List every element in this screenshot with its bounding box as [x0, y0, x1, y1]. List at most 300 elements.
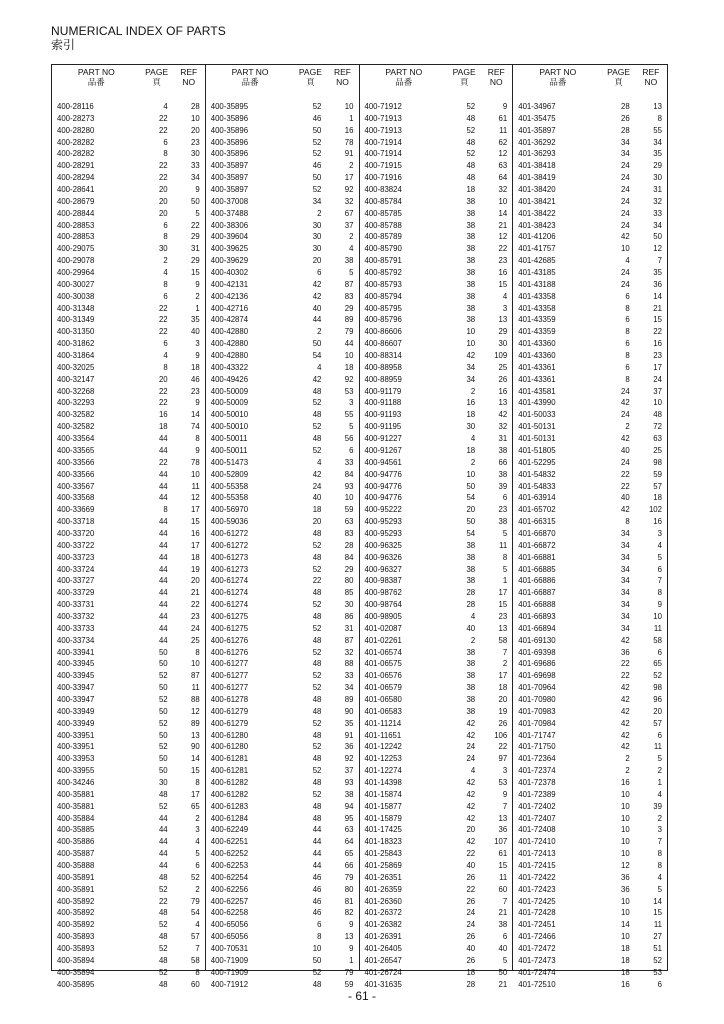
- ref-number-cell: 58: [498, 635, 508, 645]
- header-page-jp: 頁: [614, 77, 623, 87]
- part-number-cell: 400-33947: [57, 683, 95, 693]
- part-number-cell: 401-72472: [518, 944, 556, 954]
- ref-number-cell: 6: [349, 445, 354, 455]
- ref-number-cell: 81: [344, 896, 354, 906]
- ref-number-cell: 20: [191, 576, 200, 586]
- page-cell: 24: [621, 268, 630, 278]
- table-row: [513, 172, 667, 184]
- page-cell: 6: [163, 137, 168, 147]
- page-cell: 52: [312, 422, 322, 432]
- ref-number-cell: 6: [657, 647, 662, 657]
- page-cell: 38: [466, 256, 476, 266]
- table-row: [513, 801, 667, 813]
- ref-number-cell: 58: [653, 635, 662, 645]
- ref-number-cell: 53: [344, 386, 354, 396]
- ref-number-cell: 31: [498, 434, 508, 444]
- ref-number-cell: 15: [191, 766, 200, 776]
- part-number-cell: 400-42880: [210, 351, 249, 361]
- part-number-cell: 400-71915: [364, 161, 402, 171]
- page-cell: 42: [621, 718, 630, 728]
- ref-number-cell: 42: [498, 410, 508, 420]
- part-number-cell: 400-28291: [57, 161, 95, 171]
- page-cell: 4: [470, 766, 476, 776]
- page-cell: 22: [158, 315, 168, 325]
- ref-number-cell: 38: [498, 517, 508, 527]
- page-cell: 44: [158, 861, 168, 870]
- part-number-cell: 400-85794: [364, 291, 402, 301]
- ref-number-cell: 3: [195, 825, 200, 835]
- page-cell: 34: [621, 600, 630, 610]
- table-row: [52, 350, 205, 362]
- table-row: [52, 362, 205, 374]
- table-row: [52, 801, 205, 813]
- ref-number-cell: 9: [502, 102, 508, 111]
- ref-number-cell: 84: [344, 552, 354, 562]
- table-row: [206, 860, 359, 872]
- part-number-cell: 400-96327: [364, 564, 402, 574]
- part-number-cell: 400-35881: [57, 789, 95, 799]
- part-number-cell: 400-98762: [364, 588, 402, 598]
- page-cell: 22: [158, 386, 168, 396]
- page-cell: 10: [466, 327, 476, 337]
- page-cell: 8: [163, 505, 168, 515]
- table-row: [513, 255, 667, 267]
- page-cell: 18: [466, 445, 476, 455]
- ref-number-cell: 30: [653, 173, 662, 183]
- part-number-cell: 400-33731: [57, 600, 95, 610]
- ref-number-cell: 92: [344, 185, 354, 195]
- part-number-cell: 400-61273: [210, 564, 249, 574]
- page-cell: 8: [625, 517, 630, 527]
- table-row: [360, 113, 513, 125]
- table-row: [206, 635, 359, 647]
- ref-number-cell: 11: [191, 481, 200, 491]
- part-number-cell: 400-95222: [364, 505, 402, 515]
- table-row: [513, 694, 667, 706]
- ref-number-cell: 5: [195, 208, 200, 218]
- part-number-cell: 401-72378: [518, 777, 556, 787]
- index-rows: [360, 101, 513, 990]
- page-cell: 48: [312, 979, 322, 989]
- part-number-cell: 401-43188: [518, 279, 556, 289]
- page-cell: 6: [317, 268, 322, 278]
- page-cell: 44: [158, 540, 168, 550]
- page-cell: 40: [621, 493, 630, 503]
- page-cell: 44: [158, 445, 168, 455]
- table-row: [206, 362, 359, 374]
- ref-number-cell: 52: [653, 955, 662, 965]
- page-cell: 18: [621, 955, 630, 965]
- ref-number-cell: 55: [344, 410, 354, 420]
- ref-number-cell: 22: [498, 244, 508, 254]
- page-cell: 42: [621, 434, 630, 444]
- page-cell: 34: [621, 137, 630, 147]
- ref-number-cell: 24: [191, 623, 200, 633]
- ref-number-cell: 79: [344, 872, 354, 882]
- ref-number-cell: 89: [344, 315, 354, 325]
- ref-number-cell: 3: [502, 303, 508, 313]
- table-row: [513, 872, 667, 884]
- table-row: [360, 314, 513, 326]
- ref-number-cell: 25: [498, 362, 508, 372]
- part-number-cell: 400-71912: [210, 979, 249, 989]
- table-row: [52, 386, 205, 398]
- page-cell: 6: [625, 315, 630, 325]
- table-row: [513, 504, 667, 516]
- ref-number-cell: 33: [653, 208, 662, 218]
- part-number-cell: 401-72428: [518, 908, 556, 918]
- ref-number-cell: 16: [498, 268, 508, 278]
- ref-number-cell: 60: [498, 884, 508, 894]
- part-number-cell: 400-61274: [210, 600, 249, 610]
- ref-number-cell: 13: [498, 813, 508, 823]
- part-number-cell: 401-25869: [364, 861, 402, 870]
- table-row: [513, 362, 667, 374]
- page-cell: 2: [625, 422, 630, 432]
- page-cell: 8: [625, 351, 630, 361]
- table-row: [513, 730, 667, 742]
- table-row: [513, 125, 667, 137]
- page-number: - 61 -: [347, 989, 376, 1003]
- table-row: [52, 623, 205, 635]
- part-number-cell: 400-61283: [210, 801, 249, 811]
- page-cell: 30: [466, 422, 476, 432]
- part-number-cell: 401-11651: [364, 730, 402, 740]
- ref-number-cell: 85: [344, 588, 354, 598]
- ref-number-cell: 35: [191, 315, 200, 325]
- page-cell: 2: [317, 327, 322, 337]
- part-number-cell: 400-33951: [57, 742, 95, 752]
- part-number-cell: 401-43358: [518, 291, 556, 301]
- table-row: [513, 848, 667, 860]
- ref-number-cell: 5: [502, 564, 508, 574]
- page-cell: 48: [466, 113, 476, 123]
- page-cell: 26: [466, 896, 476, 906]
- table-row: [206, 196, 359, 208]
- table-row: [513, 326, 667, 338]
- part-number-cell: 400-35896: [210, 149, 249, 159]
- ref-number-cell: 2: [195, 884, 200, 894]
- page-cell: 30: [158, 777, 168, 787]
- ref-number-cell: 11: [653, 742, 662, 752]
- part-number-cell: 400-33732: [57, 611, 95, 621]
- ref-number-cell: 7: [657, 837, 662, 847]
- table-row: [206, 374, 359, 386]
- page-cell: 52: [312, 647, 322, 657]
- page-cell: 46: [312, 872, 322, 882]
- page-cell: 46: [312, 161, 322, 171]
- table-row: [52, 492, 205, 504]
- page-cell: 20: [158, 185, 168, 195]
- page-cell: 38: [466, 303, 476, 313]
- ref-number-cell: 93: [344, 777, 354, 787]
- part-number-cell: 400-33734: [57, 635, 95, 645]
- ref-number-cell: 78: [191, 457, 200, 467]
- table-row: [206, 836, 359, 848]
- ref-number-cell: 15: [191, 268, 200, 278]
- part-number-cell: 401-69130: [518, 635, 556, 645]
- table-row: [513, 397, 667, 409]
- part-number-cell: 400-35896: [210, 137, 249, 147]
- ref-number-cell: 27: [653, 932, 662, 942]
- part-number-cell: 400-28679: [57, 196, 95, 206]
- table-row: [206, 101, 359, 113]
- ref-number-cell: 14: [191, 754, 200, 764]
- table-row: [206, 137, 359, 149]
- table-row: [513, 184, 667, 196]
- page-cell: 28: [466, 600, 476, 610]
- part-number-cell: 401-43581: [518, 386, 556, 396]
- table-row: [513, 160, 667, 172]
- part-number-cell: 400-31862: [57, 339, 95, 349]
- page-cell: 38: [466, 552, 476, 562]
- page-cell: 2: [470, 386, 476, 396]
- ref-number-cell: 26: [498, 374, 508, 384]
- part-number-cell: 400-29075: [57, 244, 95, 254]
- part-number-cell: 400-35893: [57, 944, 95, 954]
- part-number-cell: 400-42716: [210, 303, 249, 313]
- part-number-cell: 400-35894: [57, 967, 95, 977]
- page-cell: 38: [466, 564, 476, 574]
- table-row: [206, 481, 359, 493]
- page-cell: 48: [312, 611, 322, 621]
- part-number-cell: 400-62252: [210, 849, 249, 859]
- part-number-cell: 400-94776: [364, 469, 402, 479]
- table-row: [360, 516, 513, 528]
- header-ref: REF: [333, 67, 351, 77]
- part-number-cell: 400-61282: [210, 777, 249, 787]
- ref-number-cell: 13: [344, 932, 354, 942]
- table-row: [206, 848, 359, 860]
- ref-number-cell: 32: [498, 185, 508, 195]
- table-row: [206, 148, 359, 160]
- part-number-cell: 401-70984: [518, 718, 556, 728]
- table-row: [52, 540, 205, 552]
- ref-number-cell: 7: [502, 801, 508, 811]
- table-row: [360, 457, 513, 469]
- table-row: [52, 303, 205, 315]
- ref-number-cell: 4: [195, 920, 200, 930]
- table-row: [513, 813, 667, 825]
- part-number-cell: 400-28853: [57, 232, 95, 242]
- table-row: [360, 967, 513, 979]
- part-number-cell: 400-35885: [57, 825, 95, 835]
- table-row: [206, 469, 359, 481]
- part-number-cell: 400-61277: [210, 671, 249, 681]
- page-cell: 8: [163, 362, 168, 372]
- ref-number-cell: 22: [191, 220, 200, 230]
- page-cell: 22: [158, 303, 168, 313]
- part-number-cell: 400-42880: [210, 327, 249, 337]
- ref-number-cell: 48: [653, 410, 662, 420]
- page-cell: 4: [163, 351, 168, 361]
- page-cell: 44: [158, 849, 168, 859]
- part-number-cell: 401-15879: [364, 813, 402, 823]
- part-number-cell: 400-28641: [57, 185, 95, 195]
- part-number-cell: 400-28294: [57, 173, 95, 183]
- table-row: [52, 718, 205, 730]
- part-number-cell: 400-61280: [210, 742, 249, 752]
- part-number-cell: 400-31349: [57, 315, 95, 325]
- ref-number-cell: 106: [494, 730, 508, 740]
- table-row: [513, 469, 667, 481]
- column-header: [360, 65, 513, 92]
- page-cell: 50: [466, 481, 476, 491]
- ref-number-cell: 55: [653, 125, 662, 135]
- page-cell: 28: [621, 125, 630, 135]
- ref-number-cell: 54: [191, 908, 200, 918]
- page-cell: 40: [466, 944, 476, 954]
- part-number-cell: 400-39604: [210, 232, 249, 242]
- page-cell: 6: [625, 362, 630, 372]
- part-number-cell: 400-35897: [210, 173, 249, 183]
- ref-number-cell: 10: [498, 196, 508, 206]
- part-number-cell: 400-32025: [57, 362, 95, 372]
- part-number-cell: 400-33724: [57, 564, 95, 574]
- page-cell: 44: [158, 481, 168, 491]
- table-row: [360, 350, 513, 362]
- part-number-cell: 401-12253: [364, 754, 402, 764]
- part-number-cell: 400-94776: [364, 481, 402, 491]
- part-number-cell: 400-91188: [364, 398, 402, 408]
- page-cell: 16: [158, 410, 168, 420]
- page-cell: 20: [158, 196, 168, 206]
- ref-number-cell: 26: [498, 718, 508, 728]
- table-row: [206, 314, 359, 326]
- part-number-cell: 400-61282: [210, 789, 249, 799]
- table-row: [360, 208, 513, 220]
- ref-number-cell: 5: [195, 849, 200, 859]
- ref-number-cell: 32: [498, 422, 508, 432]
- page-cell: 2: [625, 754, 630, 764]
- table-row: [52, 848, 205, 860]
- page-cell: 34: [621, 149, 630, 159]
- page-cell: 38: [466, 694, 476, 704]
- ref-number-cell: 9: [195, 185, 200, 195]
- part-number-cell: 400-61278: [210, 694, 249, 704]
- page-cell: 42: [466, 789, 476, 799]
- ref-number-cell: 17: [344, 173, 354, 183]
- part-number-cell: 400-70531: [210, 944, 249, 954]
- header-ref-jp: NO: [644, 77, 658, 87]
- ref-number-cell: 84: [344, 469, 354, 479]
- ref-number-cell: 79: [191, 896, 200, 906]
- page-cell: 52: [158, 694, 168, 704]
- part-number-cell: 401-72402: [518, 801, 556, 811]
- table-row: [360, 397, 513, 409]
- part-number-cell: 401-12274: [364, 766, 402, 776]
- table-row: [513, 682, 667, 694]
- page-cell: 48: [312, 813, 322, 823]
- part-number-cell: 400-86606: [364, 327, 402, 337]
- ref-number-cell: 23: [498, 611, 508, 621]
- table-row: [52, 824, 205, 836]
- ref-number-cell: 38: [344, 256, 354, 266]
- ref-number-cell: 4: [349, 244, 354, 254]
- table-row: [206, 160, 359, 172]
- ref-number-cell: 11: [191, 683, 200, 693]
- table-row: [206, 789, 359, 801]
- table-row: [206, 445, 359, 457]
- ref-number-cell: 91: [344, 730, 354, 740]
- page-cell: 40: [312, 493, 322, 503]
- part-number-cell: 401-72410: [518, 837, 556, 847]
- page-cell: 8: [625, 374, 630, 384]
- table-row: [52, 765, 205, 777]
- table-row: [360, 813, 513, 825]
- table-row: [52, 374, 205, 386]
- page-cell: 48: [158, 908, 168, 918]
- part-number-cell: 400-37008: [210, 196, 249, 206]
- table-row: [52, 896, 205, 908]
- ref-number-cell: 10: [191, 659, 200, 669]
- part-number-cell: 401-26724: [364, 967, 402, 977]
- ref-number-cell: 29: [344, 564, 354, 574]
- page-cell: 54: [466, 528, 476, 538]
- table-row: [52, 184, 205, 196]
- page-cell: 22: [158, 161, 168, 171]
- page-cell: 22: [158, 173, 168, 183]
- part-number-cell: 400-52809: [210, 469, 249, 479]
- page-cell: 42: [621, 232, 630, 242]
- ref-number-cell: 13: [653, 102, 662, 111]
- page-cell: 34: [621, 611, 630, 621]
- part-number-cell: 401-54833: [518, 481, 556, 491]
- page-cell: 4: [317, 362, 322, 372]
- ref-number-cell: 33: [191, 161, 200, 171]
- part-number-cell: 401-66893: [518, 611, 556, 621]
- page-cell: 2: [470, 457, 476, 467]
- ref-number-cell: 17: [653, 362, 662, 372]
- part-number-cell: 400-28280: [57, 125, 95, 135]
- page-cell: 18: [312, 505, 322, 515]
- ref-number-cell: 7: [657, 576, 662, 586]
- ref-number-cell: 1: [349, 113, 354, 123]
- ref-number-cell: 6: [657, 979, 662, 989]
- page-cell: 52: [158, 944, 168, 954]
- table-row: [513, 386, 667, 398]
- table-row: [360, 670, 513, 682]
- part-number-cell: 400-85788: [364, 220, 402, 230]
- part-number-cell: 401-06575: [364, 659, 402, 669]
- part-number-cell: 400-71913: [364, 113, 402, 123]
- table-row: [513, 208, 667, 220]
- part-number-cell: 400-42136: [210, 291, 249, 301]
- table-row: [360, 836, 513, 848]
- ref-number-cell: 2: [349, 232, 354, 242]
- ref-number-cell: 9: [195, 398, 200, 408]
- ref-number-cell: 57: [653, 718, 662, 728]
- table-row: [360, 303, 513, 315]
- page-cell: 38: [466, 279, 476, 289]
- table-row: [206, 813, 359, 825]
- ref-number-cell: 83: [344, 291, 354, 301]
- page-cell: 48: [312, 730, 322, 740]
- table-row: [52, 409, 205, 421]
- part-number-cell: 400-61276: [210, 635, 249, 645]
- ref-number-cell: 16: [498, 386, 508, 396]
- ref-number-cell: 88: [344, 659, 354, 669]
- page-cell: 44: [158, 825, 168, 835]
- part-number-cell: 400-30027: [57, 279, 95, 289]
- page-cell: 24: [621, 161, 630, 171]
- page-cell: 34: [466, 362, 476, 372]
- ref-number-cell: 11: [499, 125, 508, 135]
- page-cell: 38: [466, 196, 476, 206]
- table-row: [206, 741, 359, 753]
- part-number-cell: 401-50131: [518, 422, 556, 432]
- ref-number-cell: 8: [657, 588, 662, 598]
